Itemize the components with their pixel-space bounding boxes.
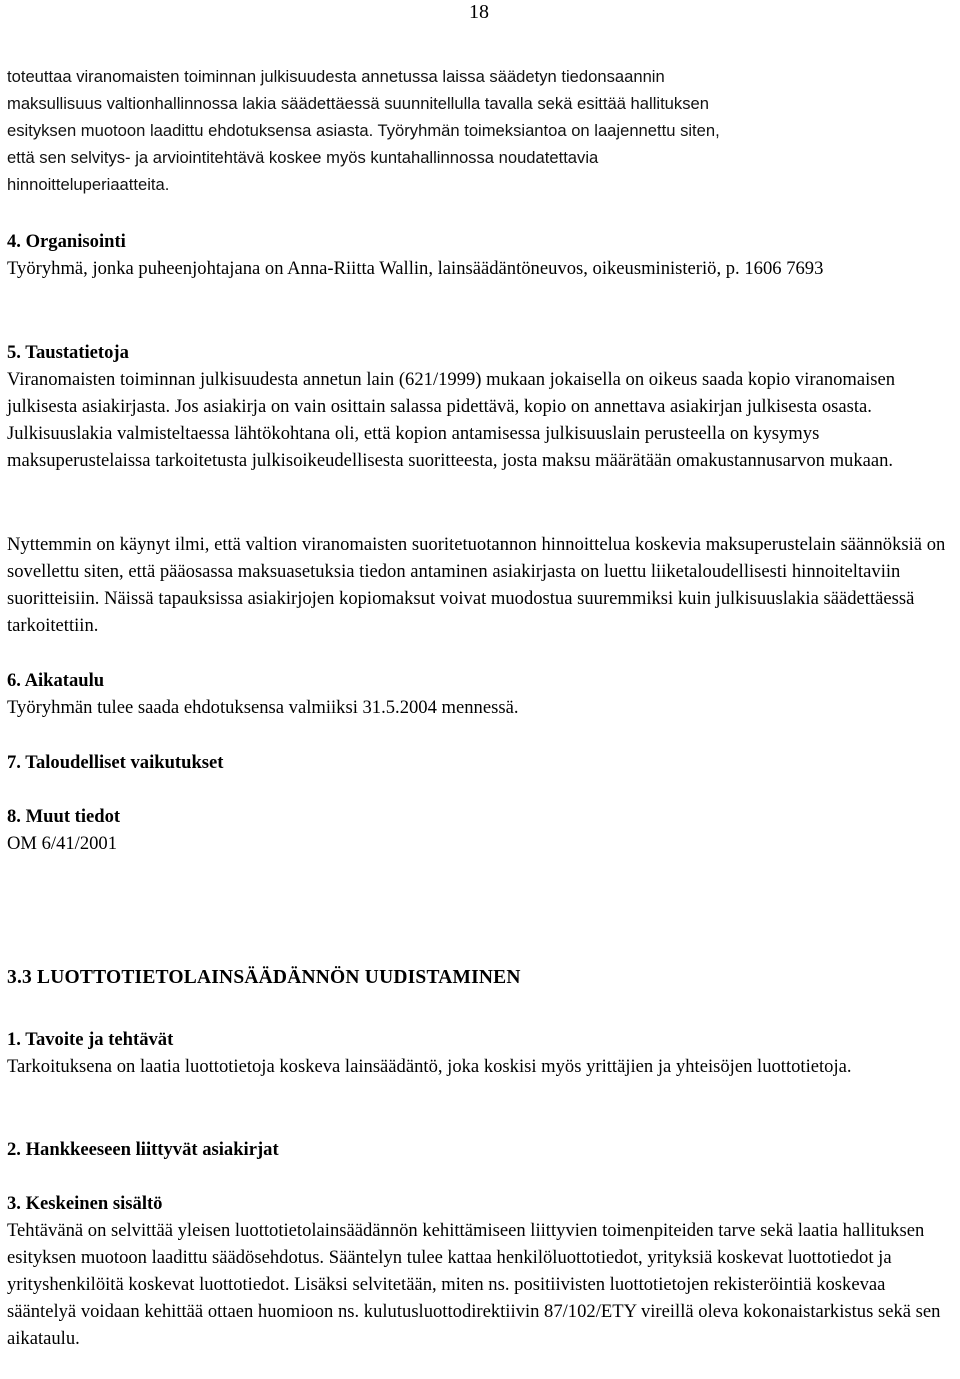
section-text: Tehtävänä on selvittää yleisen luottotietolainsäädännön kehittämiseen liittyvien toimenpiteiden tarve sekä laatia hallituksen esityksen muotoon laadittu säädösehdotus. Sääntelyn tulee kattaa henkilöluottotiedot, yrityksiä koskevat luottotiedot ja yrityshenkilöitä koskevat luottotiedot. Lisäksi selvitetään, miten ns. positiivisten luottotietojen rekisteröintiä koskevaa sääntelyä voidaan kehittää ottaen huomioon ns. kulutusluottodirektiivin 87/102/ETY vireillä oleva kokonaistarkistus sekä sen aikataulu.	[7, 1220, 941, 1349]
page-number: 18	[469, 1, 489, 23]
intro-line: että sen selvitys- ja arviointitehtävä koskee myös kuntahallinnossa noudatettavia	[7, 148, 599, 167]
section-heading: 4. Organisointi	[7, 231, 126, 252]
section-aikataulu	[7, 667, 957, 721]
section-heading: 7. Taloudelliset vaikutukset	[7, 752, 224, 773]
intro-line: toteuttaa viranomaisten toiminnan julkisuudesta annetussa laissa säädetyn tiedonsaannin	[7, 67, 665, 86]
intro-paragraph	[7, 63, 957, 198]
section-heading: 6. Aikataulu	[7, 670, 105, 691]
section-taloudelliset-vaikutukset	[7, 749, 957, 776]
section-text: OM 6/41/2001	[7, 833, 118, 854]
section-taustatietoja-paragraph-2	[7, 531, 957, 639]
section-text: Tarkoituksena on laatia luottotietoja koskeva lainsäädäntö, joka koskisi myös yrittäjien ja yhteisöjen luottotietoja.	[7, 1056, 852, 1077]
subsection-asiakirjat	[7, 1136, 957, 1163]
section-taustatietoja	[7, 339, 957, 474]
section-heading: 1. Tavoite ja tehtävät	[7, 1029, 174, 1050]
section-heading: 8. Muut tiedot	[7, 806, 121, 827]
intro-line: hinnoitteluperiaatteita.	[7, 175, 170, 194]
section-heading: 2. Hankkeeseen liittyvät asiakirjat	[7, 1139, 279, 1160]
major-section-heading: 3.3 LUOTTOTIETOLAINSÄÄDÄNNÖN UUDISTAMINEN	[7, 967, 521, 988]
intro-line: esityksen muotoon laadittu ehdotuksensa asiasta. Työryhmän toimeksiantoa on laajennettu siten,	[7, 121, 720, 140]
section-text: Työryhmä, jonka puheenjohtajana on Anna-Riitta Wallin, lainsäädäntöneuvos, oikeusministeriö, p. 1606 7693	[7, 258, 824, 279]
subsection-keskeinen-sisalto	[7, 1190, 957, 1352]
section-heading: 3. Keskeinen sisältö	[7, 1193, 163, 1214]
section-heading: 5. Taustatietoja	[7, 342, 129, 363]
subsection-tavoite	[7, 1026, 957, 1080]
section-text: Viranomaisten toiminnan julkisuudesta annetun lain (621/1999) mukaan jokaisella on oikeus saada kopio viranomaisen julkisesta asiakirjasta. Jos asiakirja on vain osittain salassa pidettävä, kopio on annettava asiakirjan julkisesta osasta. Julkisuuslakia valmisteltaessa lähtökohtana oli, että kopion antamisessa julkisuuslain perusteella on kysymys maksuperustelaissa tarkoitetusta julkisoikeudellisesta suoritteesta, josta maksu määrätään omakustannusarvon mukaan.	[7, 369, 896, 471]
section-text: Nyttemmin on käynyt ilmi, että valtion viranomaisten suoritetuotannon hinnoittelua koskevia maksuperustelain säännöksiä on sovellettu siten, että pääosassa maksuasetuksia tiedon antaminen asiakirjasta on luettu liiketaloudellisesti hinnoiteltaviin suoritteisiin. Näissä tapauksissa asiakirjojen kopiomaksut voivat muodostua suuremmiksi kuin julkisuuslakia säädettäessä tarkoitettiin.	[7, 534, 946, 636]
section-muut-tiedot	[7, 803, 957, 857]
section-text: Työryhmän tulee saada ehdotuksensa valmiiksi 31.5.2004 mennessä.	[7, 697, 519, 718]
section-organisointi	[7, 228, 957, 282]
intro-line: maksullisuus valtionhallinnossa lakia säädettäessä suunnitellulla tavalla sekä esittää hallituksen	[7, 94, 709, 113]
